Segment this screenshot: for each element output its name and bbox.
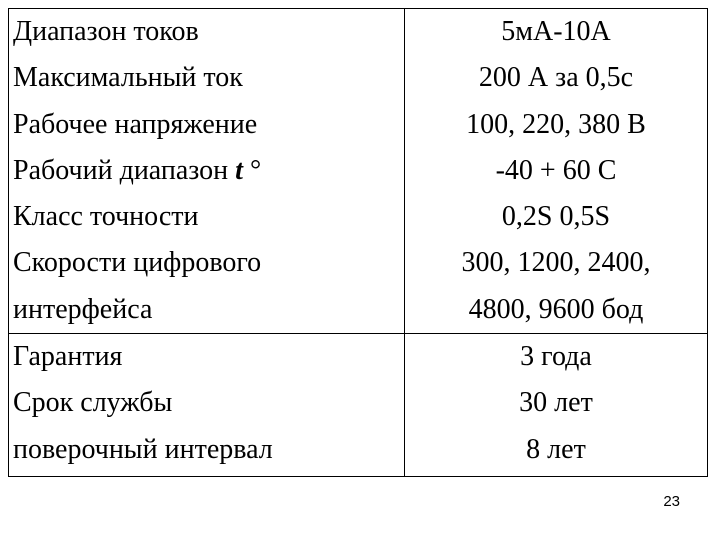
label-current-range: Диапазон токов <box>13 16 199 47</box>
label-service-life: Срок службы <box>13 387 173 419</box>
page-number: 23 <box>663 493 680 510</box>
value-accuracy-class: 0,2S 0,5S <box>501 201 611 233</box>
label-accuracy-class: Класс точности <box>13 201 199 233</box>
table-row-service-specs <box>9 334 708 477</box>
label-calibration-interval: поверочный интервал <box>13 433 273 465</box>
main-specs-labels <box>9 9 405 334</box>
table-row-main-specs <box>9 9 708 334</box>
value-interface-speed-line-2: 4800, 9600 бод <box>468 293 644 325</box>
label-warranty: Гарантия <box>13 341 123 373</box>
label-interface-speed-line-1: Скорости цифрового <box>13 247 262 279</box>
value-interface-speed-line-1: 300, 1200, 2400, <box>461 247 651 279</box>
value-calibration-interval: 8 лет <box>526 433 586 465</box>
value-service-life: 30 лет <box>519 387 593 419</box>
value-current-range: 5мА-10А <box>501 16 611 47</box>
temperature-symbol: t <box>235 154 243 186</box>
label-temperature-range-suffix: ° <box>242 154 262 186</box>
service-specs-labels <box>9 334 405 477</box>
main-specs-values <box>405 9 708 334</box>
label-interface-speed-line-2: интерфейса <box>13 293 153 325</box>
value-temperature-range: -40 + 60 С <box>495 154 617 186</box>
value-operating-voltage: 100, 220, 380 В <box>466 108 646 140</box>
service-specs-values <box>405 334 708 477</box>
label-temperature-range-prefix: Рабочий диапазон <box>13 154 236 186</box>
label-temperature-range <box>13 148 404 194</box>
specifications-table <box>8 8 708 477</box>
label-max-current: Максимальный ток <box>13 62 243 94</box>
value-max-current: 200 А за 0,5с <box>478 62 634 94</box>
label-operating-voltage: Рабочее напряжение <box>13 108 258 140</box>
value-warranty: 3 года <box>520 341 592 373</box>
